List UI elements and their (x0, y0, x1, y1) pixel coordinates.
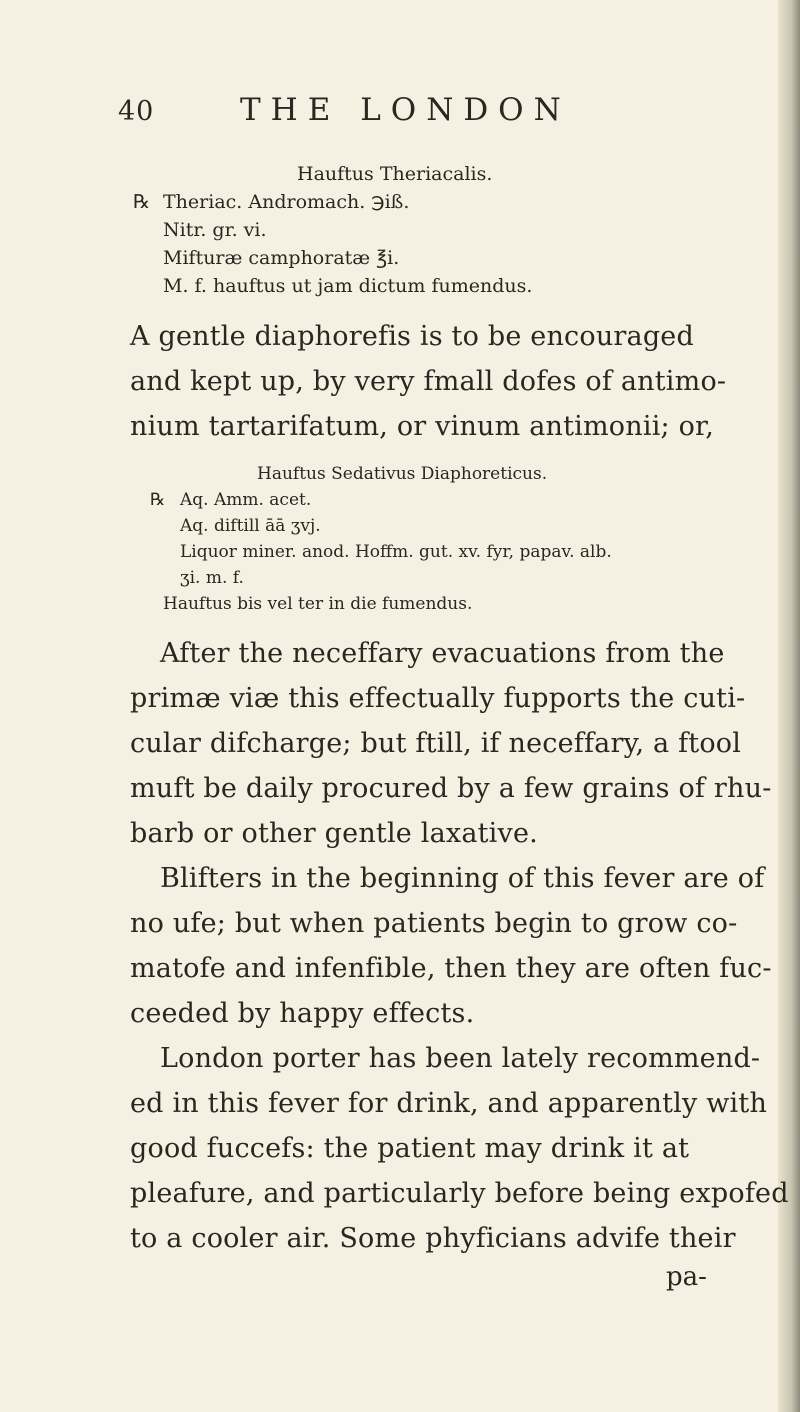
prescription-line: ʒi. m. f. (180, 568, 244, 588)
text-line: A gentle diaphorefis is to be encouraged (130, 321, 694, 352)
text-line: primæ viæ this effectually fupports the cuti- (130, 683, 746, 714)
recipe-symbol: ℞ (150, 490, 166, 510)
text-line: to a cooler air. Some phyficians advife their (130, 1223, 736, 1254)
prescription-line: Aq. Amm. acet. (180, 490, 312, 510)
text-line: no ufe; but when patients begin to grow co- (130, 908, 738, 939)
text-line: and kept up, by very fmall dofes of antimo- (130, 366, 727, 397)
text-line: ed in this fever for drink, and apparently with (130, 1088, 768, 1119)
text-line: London porter has been lately recommend- (160, 1043, 761, 1074)
recipe-symbol: ℞ (133, 191, 151, 213)
prescription-line: Liquor miner. anod. Hoffm. gut. xv. fyr, papav. alb. (180, 542, 612, 562)
prescription-line: Mifturæ camphoratæ ℥i. (163, 247, 400, 269)
text-line: Blifters in the beginning of this fever are of (160, 863, 765, 894)
page-header (0, 92, 800, 136)
text-line: nium tartarifatum, or vinum antimonii; or, (130, 411, 714, 442)
text-line: matofe and infenfible, then they are often fuc- (130, 953, 772, 984)
text-line: barb or other gentle laxative. (130, 818, 538, 849)
text-line: cular difcharge; but ftill, if neceffary, a ftool (130, 728, 742, 759)
text-line: muft be daily procured by a few grains of rhu- (130, 773, 772, 804)
prescription-line: Theriac. Andromach. ℈iß. (163, 191, 410, 213)
prescription-line: M. f. hauftus ut jam dictum fumendus. (163, 275, 533, 297)
text-line: ceeded by happy effects. (130, 998, 475, 1029)
text-line: good fuccefs: the patient may drink it at (130, 1133, 690, 1164)
page-number: 40 (118, 96, 155, 127)
prescription-title: Hauftus Theriacalis. (297, 163, 493, 185)
prescription-line: Nitr. gr. vi. (163, 219, 267, 241)
catchword: pa- (666, 1262, 707, 1292)
text-line: pleafure, and particularly before being expofed (130, 1178, 789, 1209)
running-title: THE LONDON (240, 92, 571, 128)
prescription-line: Hauftus bis vel ter in die fumendus. (163, 594, 473, 614)
prescription-title: Hauftus Sedativus Diaphoreticus. (257, 464, 548, 484)
text-line: After the neceffary evacuations from the (160, 638, 725, 669)
prescription-line: Aq. diftill āā ʒvj. (180, 516, 321, 536)
